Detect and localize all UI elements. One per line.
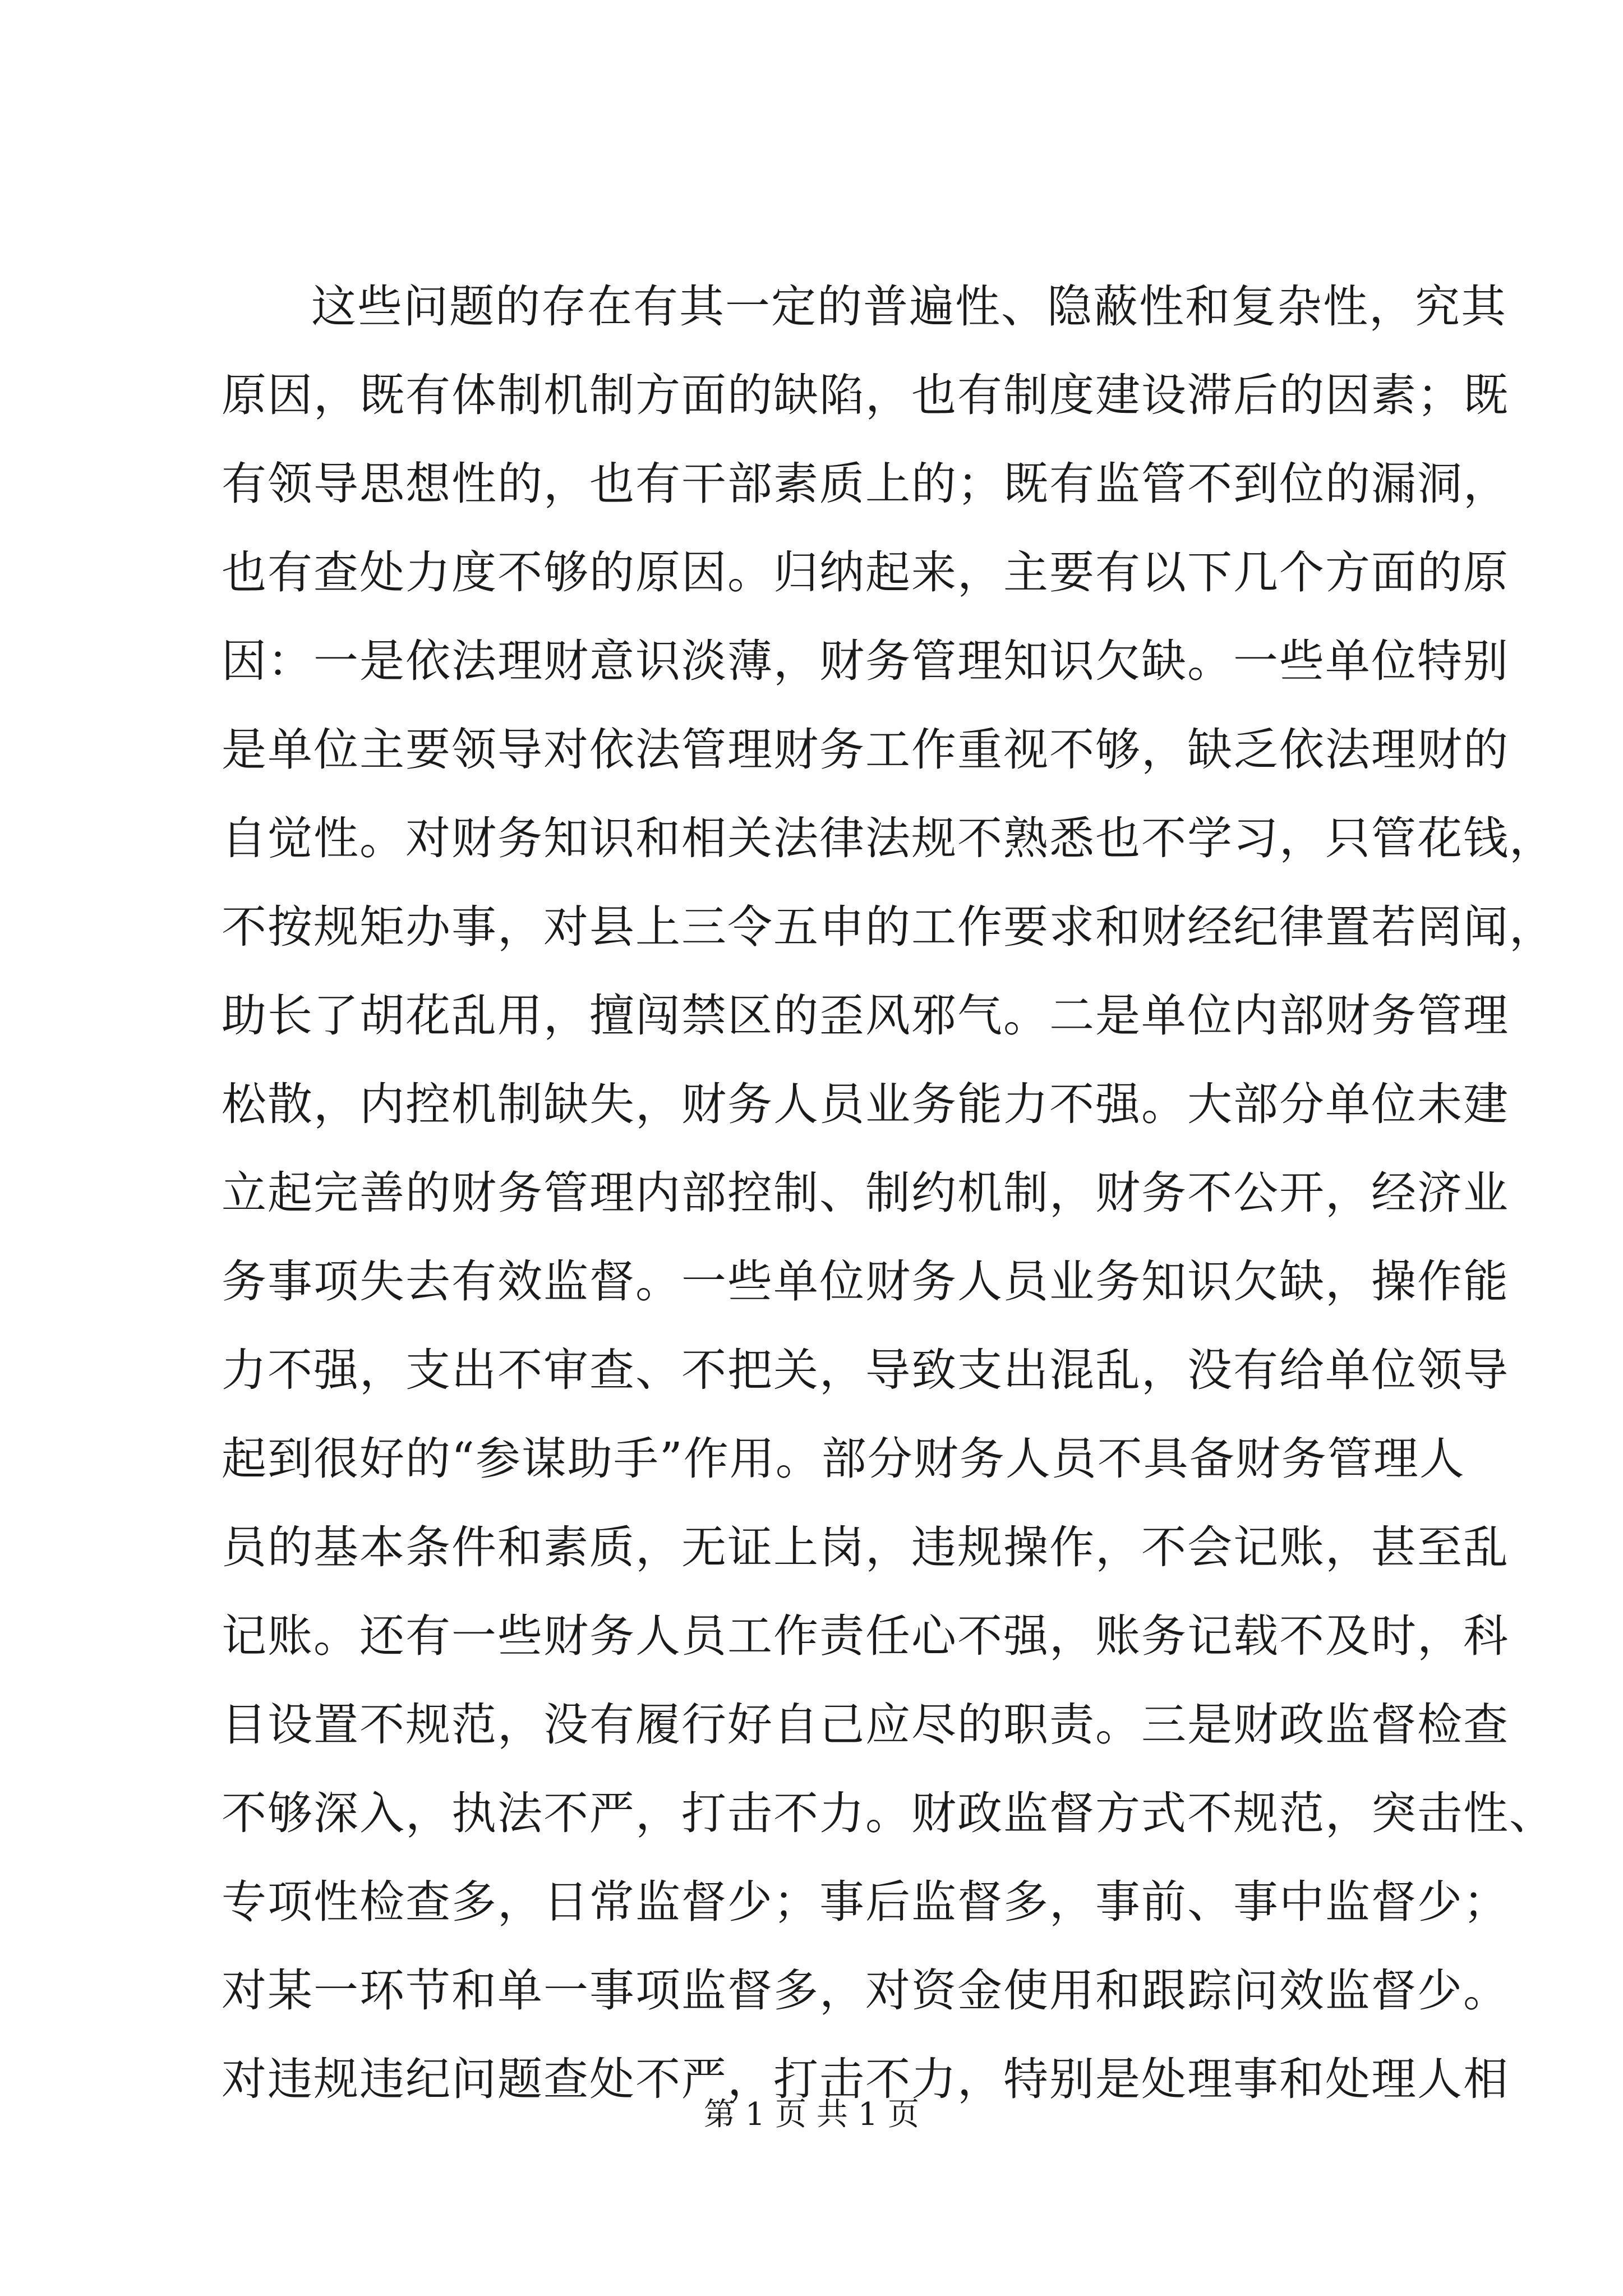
text-line: 有领导思想性的，也有干部素质上的；既有监管不到位的漏洞， <box>222 458 1509 510</box>
text-line: 不按规矩办事，对县上三令五申的工作要求和财经纪律置若罔闻， <box>222 901 1555 953</box>
page-footer: 第 1 页 共 1 页 <box>703 2096 920 2133</box>
text-line: 起到很好的“参谋助手”作用。部分财务人员不具备财务管理人 <box>222 1433 1465 1485</box>
text-line: 立起完善的财务管理内部控制、制约机制，财务不公开，经济业 <box>222 1167 1509 1219</box>
text-line: 松散，内控机制缺失，财务人员业务能力不强。大部分单位未建 <box>222 1078 1509 1130</box>
text-line: 助长了胡花乱用，擅闯禁区的歪风邪气。二是单位内部财务管理 <box>222 990 1509 1042</box>
text-line: 不够深入，执法不严，打击不力。财政监督方式不规范，突击性、 <box>222 1787 1555 1839</box>
text-line: 原因，既有体制机制方面的缺陷，也有制度建设滞后的因素；既 <box>222 369 1509 421</box>
text-line: 务事项失去有效监督。一些单位财务人员业务知识欠缺，操作能 <box>222 1255 1509 1308</box>
text-line: 员的基本条件和素质，无证上岗，违规操作，不会记账，甚至乱 <box>222 1521 1509 1573</box>
text-line: 也有查处力度不够的原因。归纳起来，主要有以下几个方面的原 <box>222 546 1509 599</box>
body-paragraph <box>222 263 1555 2124</box>
text-line: 对违规违纪问题查处不严，打击不力，特别是处理事和处理人相 <box>222 2053 1509 2105</box>
text-line: 记账。还有一些财务人员工作责任心不强，账务记载不及时，科 <box>222 1610 1509 1662</box>
text-line: 对某一环节和单一事项监督多，对资金使用和跟踪问效监督少。 <box>222 1964 1509 2017</box>
text-line: 是单位主要领导对依法管理财务工作重视不够，缺乏依法理财的 <box>222 724 1509 776</box>
text-line: 力不强，支出不审查、不把关，导致支出混乱，没有给单位领导 <box>222 1344 1509 1396</box>
text-line: 自觉性。对财务知识和相关法律法规不熟悉也不学习，只管花钱， <box>222 812 1555 864</box>
text-line: 目设置不规范，没有履行好自己应尽的职责。三是财政监督检查 <box>222 1699 1509 1751</box>
text-line: 专项性检查多，日常监督少；事后监督多，事前、事中监督少； <box>222 1876 1509 1928</box>
text-line: 这些问题的存在有其一定的普遍性、隐蔽性和复杂性，究其 <box>311 280 1507 333</box>
text-line: 因：一是依法理财意识淡薄，财务管理知识欠缺。一些单位特别 <box>222 635 1509 687</box>
